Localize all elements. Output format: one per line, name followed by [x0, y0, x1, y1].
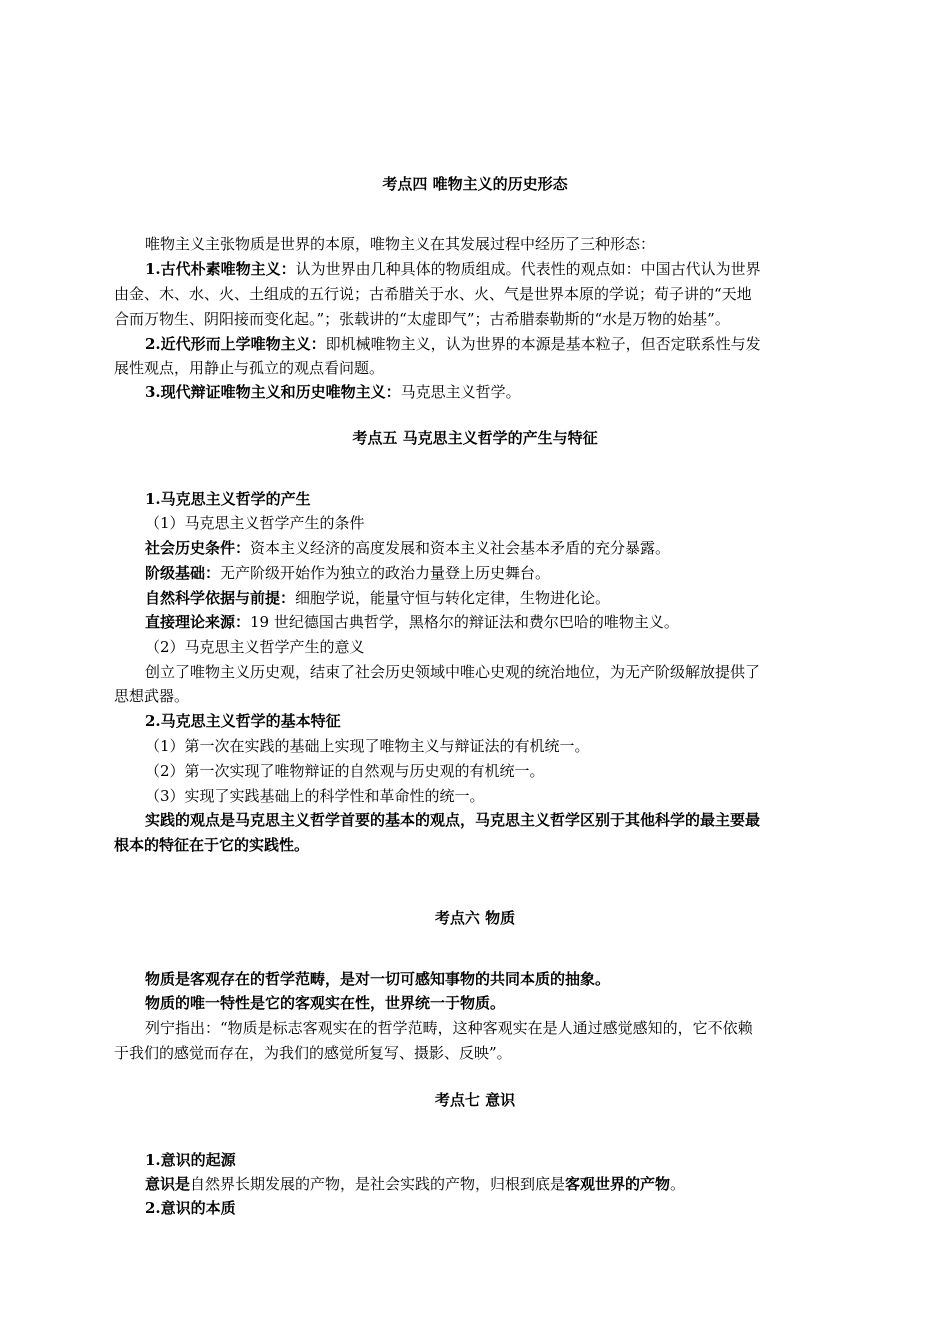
- list-item: [145, 334, 761, 354]
- origin-text: 。: [670, 1175, 686, 1193]
- definition-line: 物质的唯一特性是它的客观实在性，世界统一于物质。: [145, 994, 506, 1012]
- condition-text: 资本主义经济的高度发展和资本主义社会基本矛盾的充分暴露。: [250, 539, 671, 557]
- section-title-5: 考点五 马克思主义哲学的产生与特征: [352, 429, 598, 447]
- feature-item: （2）第一次实现了唯物辩证的自然观与历史观的有机统一。: [145, 762, 545, 780]
- condition-label: 阶级基础：: [145, 564, 221, 582]
- sub-subheading: （2）马克思主义哲学产生的意义: [145, 638, 365, 656]
- text-line: 合而万物生、阴阳接而变化起。”；张载讲的“太虚即气”；古希腊泰勒斯的“水是万物的始基”。: [114, 310, 730, 328]
- item-text: 马克思主义哲学。: [400, 383, 521, 401]
- text-line: 思想武器。: [114, 687, 190, 705]
- item-label: 1.古代朴素唯物主义：: [145, 260, 296, 278]
- feature-item: （3）实现了实践基础上的科学性和革命性的统一。: [145, 787, 485, 805]
- subheading: 2.马克思主义哲学的基本特征: [145, 712, 341, 730]
- item-label: 2.近代形而上学唯物主义：: [145, 335, 326, 353]
- text-line: 由金、木、水、火、土组成的五行说；古希腊关于水、火、气是世界本原的学说；荀子讲的“天地: [114, 285, 752, 303]
- item-text: 即机械唯物主义，认为世界的本源是基本粒子，但否定联系性与发: [325, 335, 761, 353]
- condition-text: 无产阶级开始作为独立的政治力量登上历史舞台。: [220, 564, 551, 582]
- subheading: 1.马克思主义哲学的产生: [145, 490, 311, 508]
- subheading: 2.意识的本质: [145, 1199, 236, 1217]
- origin-line: [145, 1174, 685, 1194]
- item-text: 认为世界由几种具体的物质组成。代表性的观点如：中国古代认为世界: [295, 260, 761, 278]
- list-item: [145, 382, 521, 402]
- paragraph: 唯物主义主张物质是世界的本原，唯物主义在其发展过程中经历了三种形态：: [145, 235, 656, 253]
- conclusion-line: 根本的特征在于它的实践性。: [114, 836, 310, 854]
- condition-label: 社会历史条件：: [145, 539, 251, 557]
- item-label: 3.现代辩证唯物主义和历史唯物主义：: [145, 383, 401, 401]
- condition-line: [145, 538, 670, 558]
- condition-line: [145, 563, 550, 583]
- bold-term: 意识是: [145, 1175, 191, 1193]
- section-title-4: 考点四 唯物主义的历史形态: [382, 175, 568, 193]
- quote-line: 于我们的感觉而存在，为我们的感觉所复写、摄影、反映”。: [114, 1044, 512, 1062]
- section-title-7: 考点七 意识: [434, 1091, 516, 1109]
- text-line: 创立了唯物主义历史观，结束了社会历史领域中唯心史观的统治地位，为无产阶级解放提供了: [145, 663, 761, 681]
- condition-text: 19 世纪德国古典哲学，黑格尔的辩证法和费尔巴哈的唯物主义。: [250, 613, 679, 631]
- list-item: [145, 259, 761, 279]
- condition-label: 直接理论来源：: [145, 613, 251, 631]
- definition-line: 物质是客观存在的哲学范畴，是对一切可感知事物的共同本质的抽象。: [145, 970, 611, 988]
- conclusion-line: 实践的观点是马克思主义哲学首要的基本的观点，马克思主义哲学区别于其他科学的最主要最: [145, 811, 761, 829]
- condition-line: [145, 612, 679, 632]
- condition-label: 自然科学依据与前提：: [145, 589, 296, 607]
- subheading: 1.意识的起源: [145, 1151, 236, 1169]
- origin-text: 自然界长期发展的产物，是社会实践的产物，归根到底是: [190, 1175, 566, 1193]
- condition-line: [145, 588, 610, 608]
- feature-item: （1）第一次在实践的基础上实现了唯物主义与辩证法的有机统一。: [145, 737, 590, 755]
- quote-line: 列宁指出：“物质是标志客观实在的哲学范畴，这种客观实在是人通过感觉感知的，它不依赖: [145, 1019, 753, 1037]
- condition-text: 细胞学说，能量守恒与转化定律，生物进化论。: [295, 589, 611, 607]
- bold-term: 客观世界的产物: [565, 1175, 671, 1193]
- sub-subheading: （1）马克思主义哲学产生的条件: [145, 514, 365, 532]
- section-title-6: 考点六 物质: [434, 909, 516, 927]
- text-line: 展性观点，用静止与孤立的观点看问题。: [114, 359, 385, 377]
